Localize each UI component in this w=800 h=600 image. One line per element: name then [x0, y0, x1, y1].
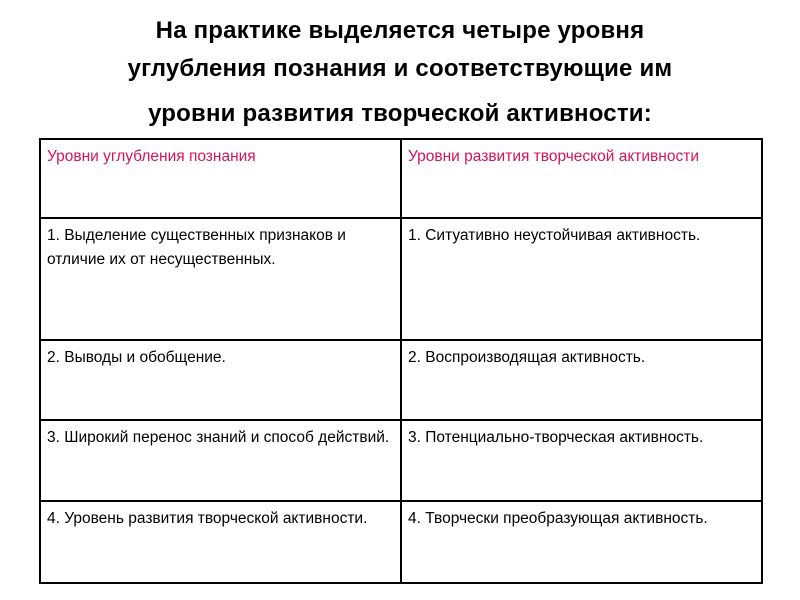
table-cell: 3. Широкий перенос знаний и способ действий. [40, 420, 401, 501]
table-cell: 1. Выделение существенных признаков и отличие их от несущественных. [40, 218, 401, 340]
header-cognition-levels: Уровни углубления познания [40, 139, 401, 218]
table-row [40, 420, 762, 501]
table-cell: 4. Уровень развития творческой активности. [40, 501, 401, 583]
table-row [40, 501, 762, 583]
table-cell: 3. Потенциально-творческая активность. [401, 420, 762, 501]
header-creative-activity-levels: Уровни развития творческой активности [401, 139, 762, 218]
table-cell: 4. Творчески преобразующая активность. [401, 501, 762, 583]
table-row [40, 218, 762, 340]
table-header-row [40, 139, 762, 218]
title-line-1: На практике выделяется четыре уровня [155, 17, 645, 44]
table-cell: 2. Воспроизводящая активность. [401, 340, 762, 420]
title-line-2: углубления познания и соответствующие им [127, 55, 673, 83]
slide-title [20, 12, 780, 133]
table-row [40, 340, 762, 420]
levels-table [39, 138, 763, 584]
title-line-3: уровни развития творческой активности: [148, 99, 652, 127]
table-cell: 2. Выводы и обобщение. [40, 340, 401, 420]
table-cell: 1. Ситуативно неустойчивая активность. [401, 218, 762, 340]
